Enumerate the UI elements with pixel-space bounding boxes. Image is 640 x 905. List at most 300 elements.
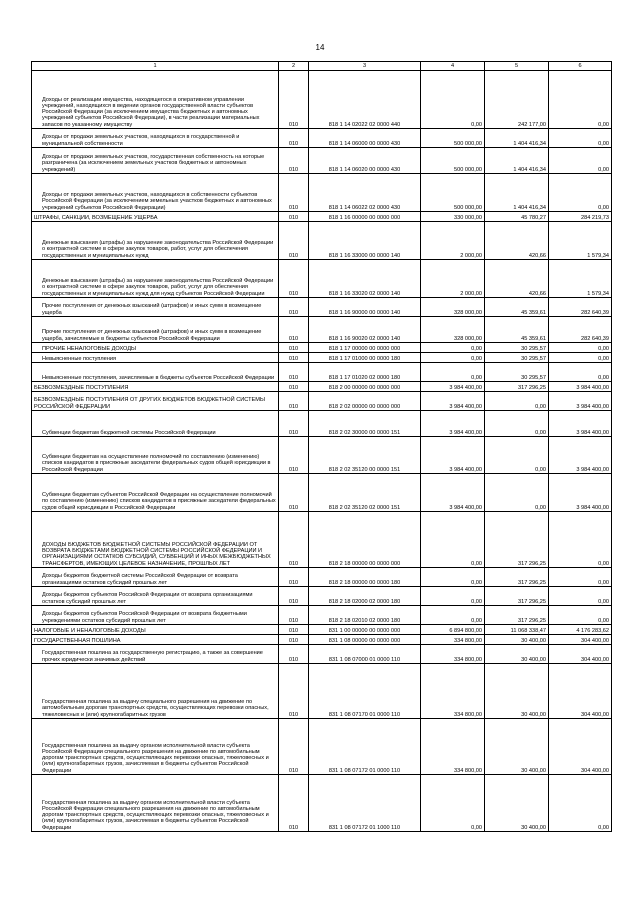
line-code-cell: [279, 343, 309, 353]
revenue-code: 818 2 02 30000 00 0000 151: [328, 429, 401, 436]
row-name-cell: [32, 775, 279, 832]
approved-amount-cell: [421, 260, 485, 298]
executed-amount-cell: [485, 129, 549, 148]
executed-amount-cell: [485, 411, 549, 437]
approved-amount-cell: [421, 664, 485, 719]
table-row: [32, 71, 612, 129]
executed-amount: 45 359,61: [521, 309, 546, 316]
approved-amount-cell: [421, 474, 485, 512]
executed-amount: 1 404 416,34: [513, 204, 546, 211]
unexecuted-amount: 304 400,00: [581, 711, 609, 718]
row-name: Субвенции бюджетам на осуществление полномочий по составлению (изменению) списков кандидатов в присяжные заседатели федеральных судов общей юрисдикции в Российской Федерации: [42, 454, 271, 473]
row-name: Доходы бюджетов субъектов Российской Федерации от возврата организациями остатков субсидий прошлых лет: [42, 592, 253, 605]
executed-amount: 0,00: [535, 403, 546, 410]
unexecuted-amount-cell: [549, 212, 612, 222]
line-code: 010: [288, 355, 299, 362]
executed-amount-cell: [485, 664, 549, 719]
revenue-code-cell: [309, 363, 421, 382]
unexecuted-amount: 0,00: [598, 355, 609, 362]
revenue-code-cell: [309, 568, 421, 587]
table-row: [32, 606, 612, 625]
unexecuted-amount: 3 984 400,00: [576, 384, 609, 391]
row-name: Субвенции бюджетам субъектов Российской Федерации на осуществление полномочий по составлению (изменению) списков кандидатов в присяжные заседатели федеральных судов общей юрисдикции в Российской Федерации: [42, 492, 276, 511]
unexecuted-amount: 1 579,34: [587, 290, 609, 297]
unexecuted-amount-cell: [549, 474, 612, 512]
executed-amount-cell: [485, 392, 549, 411]
executed-amount: 1 404 416,34: [513, 140, 546, 147]
unexecuted-amount-cell: [549, 775, 612, 832]
approved-amount-cell: [421, 174, 485, 212]
page-number: 14: [315, 43, 325, 52]
revenue-code: 818 1 14 06022 02 0000 430: [328, 204, 401, 211]
line-code-cell: [279, 317, 309, 343]
line-code-cell: [279, 212, 309, 222]
row-name-cell: [32, 382, 279, 392]
executed-amount: 0,00: [535, 504, 546, 511]
table-row: [32, 298, 612, 317]
approved-amount-cell: [421, 298, 485, 317]
row-name-cell: [32, 411, 279, 437]
approved-amount-cell: [421, 71, 485, 129]
line-code-cell: [279, 664, 309, 719]
table-row: [32, 625, 612, 635]
executed-amount: 45 780,27: [521, 214, 546, 221]
table-row: [32, 392, 612, 411]
row-name-cell: [32, 71, 279, 129]
revenue-code-cell: [309, 411, 421, 437]
approved-amount-cell: [421, 645, 485, 664]
line-code: 010: [288, 290, 299, 297]
row-name-cell: [32, 474, 279, 512]
unexecuted-amount: 304 400,00: [581, 637, 609, 644]
revenue-code: 818 1 16 33000 00 0000 140: [328, 252, 401, 259]
unexecuted-amount: 0,00: [598, 598, 609, 605]
executed-amount: 30 295,57: [521, 355, 546, 362]
line-code-cell: [279, 775, 309, 832]
executed-amount: 0,00: [535, 429, 546, 436]
row-name-cell: [32, 317, 279, 343]
revenue-code-cell: [309, 317, 421, 343]
line-code: 010: [288, 767, 299, 774]
revenue-code-cell: [309, 174, 421, 212]
executed-amount-cell: [485, 625, 549, 635]
row-name-cell: [32, 587, 279, 606]
unexecuted-amount: 282 640,39: [581, 309, 609, 316]
unexecuted-amount-cell: [549, 382, 612, 392]
line-code-cell: [279, 719, 309, 775]
line-code-cell: [279, 392, 309, 411]
executed-amount-cell: [485, 343, 549, 353]
line-code-cell: [279, 512, 309, 568]
column-header: 6: [549, 62, 612, 71]
table-row: [32, 317, 612, 343]
revenue-code-cell: [309, 625, 421, 635]
approved-amount: 328 000,00: [454, 309, 482, 316]
line-code-cell: [279, 568, 309, 587]
row-name: Невыясненные поступления, зачисляемые в бюджеты субъектов Российской Федерации: [42, 374, 275, 381]
line-code-cell: [279, 411, 309, 437]
executed-amount: 30 400,00: [521, 656, 546, 663]
column-header: 1: [32, 62, 279, 71]
unexecuted-amount-cell: [549, 625, 612, 635]
executed-amount: 420,66: [528, 252, 546, 259]
row-name: Невыясненные поступления: [42, 355, 117, 362]
line-code: 010: [288, 214, 299, 221]
revenue-code: 818 2 18 00000 00 0000 000: [328, 560, 401, 567]
approved-amount: 3 984 400,00: [449, 403, 482, 410]
executed-amount-cell: [485, 512, 549, 568]
line-code: 010: [288, 204, 299, 211]
row-name: ПРОЧИЕ НЕНАЛОГОВЫЕ ДОХОДЫ: [42, 345, 137, 352]
row-name: НАЛОГОВЫЕ И НЕНАЛОГОВЫЕ ДОХОДЫ: [34, 627, 146, 634]
approved-amount-cell: [421, 512, 485, 568]
approved-amount-cell: [421, 437, 485, 474]
unexecuted-amount-cell: [549, 317, 612, 343]
revenue-code: 831 1 08 00000 00 0000 000: [328, 637, 401, 644]
revenue-code-cell: [309, 437, 421, 474]
unexecuted-amount: 4 176 283,62: [576, 627, 609, 634]
row-name-cell: [32, 174, 279, 212]
unexecuted-amount-cell: [549, 392, 612, 411]
approved-amount: 334 800,00: [454, 637, 482, 644]
row-name-cell: [32, 363, 279, 382]
revenue-code: 818 2 18 02010 02 0000 180: [328, 617, 401, 624]
line-code: 010: [288, 579, 299, 586]
unexecuted-amount: 3 984 400,00: [576, 403, 609, 410]
table-row: [32, 212, 612, 222]
line-code: 010: [288, 429, 299, 436]
row-name-cell: [32, 606, 279, 625]
executed-amount-cell: [485, 719, 549, 775]
unexecuted-amount: 0,00: [598, 345, 609, 352]
executed-amount-cell: [485, 298, 549, 317]
line-code: 010: [288, 166, 299, 173]
row-name: Доходы от продажи земельных участков, находящихся в собственности субъектов Российской Федерации (за исключением земельных участков бюджетных и автономных учреждений субъектов Российской Федерации): [42, 192, 272, 211]
revenue-code-cell: [309, 587, 421, 606]
table-row: [32, 568, 612, 587]
executed-amount: 30 295,57: [521, 345, 546, 352]
unexecuted-amount: 0,00: [598, 166, 609, 173]
executed-amount-cell: [485, 222, 549, 260]
line-code: 010: [288, 637, 299, 644]
row-name-cell: [32, 392, 279, 411]
unexecuted-amount: 0,00: [598, 140, 609, 147]
revenue-code-cell: [309, 222, 421, 260]
row-name: Доходы бюджетов бюджетной системы Российской Федерации от возврата организациями остатков субсидий прошлых лет: [42, 573, 238, 586]
row-name: Доходы от продажи земельных участков, находящихся в государственной и муниципальной собственности: [42, 134, 240, 147]
table-body: [32, 62, 612, 832]
line-code-cell: [279, 587, 309, 606]
unexecuted-amount: 282 640,39: [581, 335, 609, 342]
unexecuted-amount-cell: [549, 606, 612, 625]
line-code: 010: [288, 121, 299, 128]
revenue-code-cell: [309, 260, 421, 298]
revenue-code-cell: [309, 298, 421, 317]
approved-amount-cell: [421, 343, 485, 353]
unexecuted-amount: 0,00: [598, 560, 609, 567]
executed-amount: 30 400,00: [521, 767, 546, 774]
approved-amount-cell: [421, 317, 485, 343]
line-code-cell: [279, 260, 309, 298]
row-name: Прочие поступления от денежных взысканий (штрафов) и иных сумм в возмещение ущерба, зачисляемые в бюджеты субъектов Российской Федерации: [42, 329, 262, 342]
table-row: [32, 645, 612, 664]
line-code-cell: [279, 382, 309, 392]
unexecuted-amount-cell: [549, 298, 612, 317]
revenue-code-cell: [309, 664, 421, 719]
executed-amount: 30 400,00: [521, 637, 546, 644]
line-code: 010: [288, 560, 299, 567]
executed-amount-cell: [485, 606, 549, 625]
executed-amount: 30 400,00: [521, 824, 546, 831]
revenue-code-cell: [309, 353, 421, 363]
approved-amount: 2 000,00: [460, 252, 482, 259]
unexecuted-amount-cell: [549, 148, 612, 174]
revenue-code-cell: [309, 382, 421, 392]
executed-amount: 420,66: [528, 290, 546, 297]
row-name-cell: [32, 625, 279, 635]
unexecuted-amount: 304 400,00: [581, 767, 609, 774]
table-row: [32, 512, 612, 568]
approved-amount: 3 984 400,00: [449, 466, 482, 473]
row-name: Денежные взыскания (штрафы) за нарушение законодательства Российской Федерации о контрактной системе в сфере закупок товаров, работ, услуг для обеспечения государственных и муниципальных нужд для нужд субъектов Российской Федерации: [42, 278, 274, 297]
line-code: 010: [288, 335, 299, 342]
table-row: [32, 353, 612, 363]
line-code: 010: [288, 140, 299, 147]
unexecuted-amount-cell: [549, 635, 612, 645]
unexecuted-amount: 3 984 400,00: [576, 429, 609, 436]
line-code-cell: [279, 129, 309, 148]
line-code-cell: [279, 635, 309, 645]
row-name-cell: [32, 260, 279, 298]
approved-amount: 328 000,00: [454, 335, 482, 342]
approved-amount-cell: [421, 775, 485, 832]
executed-amount-cell: [485, 474, 549, 512]
row-name-cell: [32, 512, 279, 568]
approved-amount: 2 000,00: [460, 290, 482, 297]
row-name: БЕЗВОЗМЕЗДНЫЕ ПОСТУПЛЕНИЯ ОТ ДРУГИХ БЮДЖЕТОВ БЮДЖЕТНОЙ СИСТЕМЫ РОССИЙСКОЙ ФЕДЕРАЦИИ: [34, 397, 265, 410]
line-code-cell: [279, 174, 309, 212]
revenue-code: 818 2 18 02000 02 0000 180: [328, 598, 401, 605]
executed-amount-cell: [485, 568, 549, 587]
approved-amount-cell: [421, 212, 485, 222]
row-name: Субвенции бюджетам бюджетной системы Российской Федерации: [42, 429, 216, 436]
executed-amount: 45 359,61: [521, 335, 546, 342]
executed-amount: 11 068 338,47: [510, 627, 546, 634]
line-code: 010: [288, 374, 299, 381]
row-name-cell: [32, 645, 279, 664]
unexecuted-amount: 0,00: [598, 204, 609, 211]
line-code: 010: [288, 656, 299, 663]
table-row: [32, 587, 612, 606]
approved-amount-cell: [421, 392, 485, 411]
line-code-cell: [279, 363, 309, 382]
revenue-code: 818 2 18 00000 00 0000 180: [328, 579, 401, 586]
executed-amount-cell: [485, 587, 549, 606]
approved-amount-cell: [421, 222, 485, 260]
table-row: [32, 148, 612, 174]
unexecuted-amount: 0,00: [598, 617, 609, 624]
unexecuted-amount: 3 984 400,00: [576, 466, 609, 473]
table-row: [32, 635, 612, 645]
line-code: 010: [288, 627, 299, 634]
revenue-code: 818 1 16 33020 02 0000 140: [328, 290, 401, 297]
line-code: 010: [288, 252, 299, 259]
revenue-code: 818 2 00 00000 00 0000 000: [328, 384, 401, 391]
line-code: 010: [288, 403, 299, 410]
table-row: [32, 664, 612, 719]
approved-amount: 0,00: [471, 374, 482, 381]
executed-amount-cell: [485, 635, 549, 645]
unexecuted-amount: 0,00: [598, 121, 609, 128]
revenue-code-cell: [309, 343, 421, 353]
row-name-cell: [32, 635, 279, 645]
unexecuted-amount: 304 400,00: [581, 656, 609, 663]
approved-amount: 334 800,00: [454, 711, 482, 718]
line-code-cell: [279, 474, 309, 512]
row-name-cell: [32, 298, 279, 317]
table-row: [32, 222, 612, 260]
table-row: [32, 411, 612, 437]
approved-amount-cell: [421, 382, 485, 392]
revenue-code-cell: [309, 474, 421, 512]
row-name: Доходы бюджетов субъектов Российской Федерации от возврата бюджетными учреждениями остатков субсидий прошлых лет: [42, 611, 247, 624]
row-name: ШТРАФЫ, САНКЦИИ, ВОЗМЕЩЕНИЕ УЩЕРБА: [34, 214, 158, 221]
approved-amount: 3 984 400,00: [449, 504, 482, 511]
revenue-code: 818 1 14 06000 00 0000 430: [328, 140, 401, 147]
approved-amount: 500 000,00: [454, 166, 482, 173]
revenue-code: 831 1 08 07172 01 0000 110: [328, 767, 401, 774]
executed-amount-cell: [485, 174, 549, 212]
line-code-cell: [279, 353, 309, 363]
line-code-cell: [279, 606, 309, 625]
approved-amount: 0,00: [471, 355, 482, 362]
line-code: 010: [288, 617, 299, 624]
unexecuted-amount-cell: [549, 664, 612, 719]
row-name: Государственная пошлина за выдачу специального разрешения на движение по автомобильным дорогам транспортных средств, осуществляющих перевозки опасных, тяжеловесных и (или) крупногабаритных грузов: [42, 699, 269, 718]
revenue-code-cell: [309, 392, 421, 411]
executed-amount-cell: [485, 437, 549, 474]
line-code: 010: [288, 466, 299, 473]
approved-amount: 334 800,00: [454, 767, 482, 774]
column-header: 4: [421, 62, 485, 71]
revenue-code: 818 1 17 00000 00 0000 000: [328, 345, 401, 352]
row-name: Государственная пошлина за выдачу органом исполнительной власти субъекта Российской Федерации специального разрешения на движение по автомобильным дорогам транспортных средств, осуществляющих перевозки опасных, тяжеловесных и (или) крупногабаритных грузов, зачисляемая в бюджеты субъектов Российской Федерации: [42, 799, 269, 831]
unexecuted-amount-cell: [549, 437, 612, 474]
line-code-cell: [279, 148, 309, 174]
unexecuted-amount: 1 579,34: [587, 252, 609, 259]
line-code: 010: [288, 711, 299, 718]
row-name-cell: [32, 437, 279, 474]
row-name: Прочие поступления от денежных взысканий (штрафов) и иных сумм в возмещение ущерба: [42, 303, 262, 316]
executed-amount: 317 296,25: [518, 617, 546, 624]
row-name: ГОСУДАРСТВЕННАЯ ПОШЛИНА: [34, 637, 121, 644]
table-row: [32, 775, 612, 832]
row-name-cell: [32, 719, 279, 775]
revenue-code-cell: [309, 719, 421, 775]
executed-amount-cell: [485, 71, 549, 129]
executed-amount-cell: [485, 645, 549, 664]
line-code: 010: [288, 384, 299, 391]
revenue-code-cell: [309, 775, 421, 832]
executed-amount-cell: [485, 148, 549, 174]
revenue-code: 818 1 16 90020 02 0000 140: [328, 335, 401, 342]
line-code: 010: [288, 345, 299, 352]
executed-amount: 0,00: [535, 466, 546, 473]
revenue-code-cell: [309, 212, 421, 222]
executed-amount-cell: [485, 212, 549, 222]
revenue-code: 831 1 08 07172 01 1000 110: [328, 824, 401, 831]
executed-amount: 30 295,57: [521, 374, 546, 381]
approved-amount: 0,00: [471, 824, 482, 831]
table-row: [32, 382, 612, 392]
approved-amount: 330 000,00: [454, 214, 482, 221]
unexecuted-amount-cell: [549, 353, 612, 363]
row-name: БЕЗВОЗМЕЗДНЫЕ ПОСТУПЛЕНИЯ: [34, 384, 129, 391]
unexecuted-amount-cell: [549, 260, 612, 298]
approved-amount: 0,00: [471, 617, 482, 624]
line-code-cell: [279, 298, 309, 317]
approved-amount: 3 984 400,00: [449, 384, 482, 391]
row-name-cell: [32, 353, 279, 363]
unexecuted-amount-cell: [549, 363, 612, 382]
unexecuted-amount-cell: [549, 71, 612, 129]
unexecuted-amount-cell: [549, 719, 612, 775]
approved-amount-cell: [421, 587, 485, 606]
executed-amount-cell: [485, 775, 549, 832]
column-header: 3: [309, 62, 421, 71]
approved-amount: 0,00: [471, 345, 482, 352]
revenue-report-table: [31, 61, 612, 832]
executed-amount-cell: [485, 317, 549, 343]
unexecuted-amount-cell: [549, 343, 612, 353]
revenue-code-cell: [309, 512, 421, 568]
approved-amount-cell: [421, 129, 485, 148]
line-code-cell: [279, 71, 309, 129]
executed-amount: 317 296,25: [518, 598, 546, 605]
table-row: [32, 363, 612, 382]
table-row: [32, 437, 612, 474]
column-number-row: [32, 62, 612, 71]
line-code-cell: [279, 625, 309, 635]
revenue-code: 818 1 14 06020 00 0000 430: [328, 166, 401, 173]
unexecuted-amount-cell: [549, 587, 612, 606]
row-name-cell: [32, 212, 279, 222]
executed-amount-cell: [485, 353, 549, 363]
revenue-code: 818 2 02 00000 00 0000 000: [328, 403, 401, 410]
table-row: [32, 260, 612, 298]
table-row: [32, 343, 612, 353]
executed-amount-cell: [485, 363, 549, 382]
approved-amount-cell: [421, 148, 485, 174]
revenue-code: 831 1 08 07000 01 0000 110: [328, 656, 401, 663]
row-name: Денежные взыскания (штрафы) за нарушение законодательства Российской Федерации о контрактной системе в сфере закупок товаров, работ, услуг для обеспечения государственных и муниципальных нужд: [42, 240, 274, 259]
revenue-code: 818 1 17 01020 02 0000 180: [328, 374, 401, 381]
approved-amount-cell: [421, 635, 485, 645]
unexecuted-amount: 0,00: [598, 579, 609, 586]
approved-amount: 0,00: [471, 560, 482, 567]
row-name-cell: [32, 568, 279, 587]
row-name-cell: [32, 222, 279, 260]
revenue-code: 818 1 16 00000 00 0000 000: [328, 214, 401, 221]
approved-amount: 0,00: [471, 598, 482, 605]
executed-amount-cell: [485, 382, 549, 392]
unexecuted-amount: 284 219,73: [581, 214, 609, 221]
approved-amount: 0,00: [471, 121, 482, 128]
executed-amount: 317 296,25: [518, 384, 546, 391]
row-name: Доходы от продажи земельных участков, государственная собственность на которые разграничена (за исключением земельных участков бюджетных и автономных учреждений): [42, 154, 265, 173]
row-name-cell: [32, 343, 279, 353]
executed-amount: 30 400,00: [521, 711, 546, 718]
